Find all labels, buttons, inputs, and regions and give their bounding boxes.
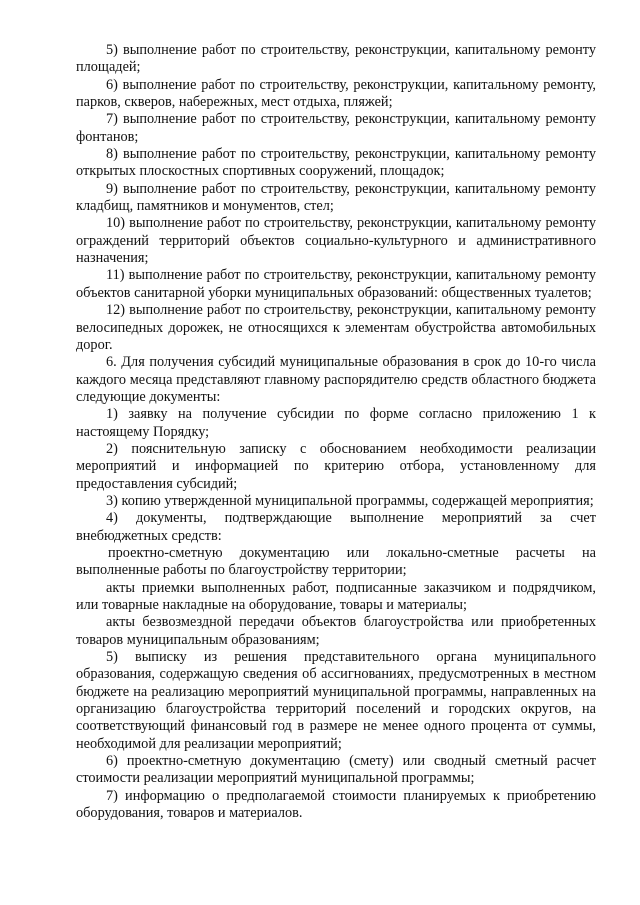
sub-item-acceptance-acts: акты приемки выполненных работ, подписанные заказчиком и подрядчиком, или товарные накладные на оборудование, товары и материалы; <box>76 579 596 613</box>
sub-item-estimate-docs: проектно-сметную документацию или локально-сметные расчеты на выполненные работы по благоустройству территории; <box>76 544 596 579</box>
section-6-paragraph: 6. Для получения субсидий муниципальные образования в срок до 10-го числа каждого месяца представляют главному распорядителю средств областного бюджета следующие документы: <box>76 354 596 405</box>
document-item-7: 7) информацию о предполагаемой стоимости планируемых к приобретению оборудования, товаров и материалов. <box>76 787 596 822</box>
list-item-6: 6) выполнение работ по строительству, реконструкции, капитальному ремонту, парков, скверов, набережных, мест отдыха, пляжей; <box>76 76 596 111</box>
document-item-6: 6) проектно-сметную документацию (смету) или сводный сметный расчет стоимости реализации мероприятий муниципальной программы; <box>76 753 596 787</box>
document-item-1: 1) заявку на получение субсидии по форме согласно приложению 1 к настоящему Порядку; <box>76 406 596 440</box>
document-item-2: 2) пояснительную записку с обоснованием необходимости реализации мероприятий и информацией по критерию отбора, установленному для предоставления субсидий; <box>76 440 596 492</box>
sub-item-transfer-acts: акты безвозмездной передачи объектов благоустройства или приобретенных товаров муниципальным образованиям; <box>76 614 596 648</box>
document-item-5: 5) выписку из решения представительного органа муниципального образования, содержащую сведения об ассигнованиях, предусмотренных в местном бюджете на реализацию мероприятий муниципальной программы, направленных на организацию благоустройства территорий поселений и городских округов, на соответствующий финансовый год в размере не менее одного процента от суммы, необходимой для реализации мероприятий; <box>76 649 596 752</box>
list-item-11: 11) выполнение работ по строительству, реконструкции, капитальному ремонту объектов санитарной уборки муниципальных образований: общественных туалетов; <box>76 267 596 301</box>
list-item-10: 10) выполнение работ по строительству, реконструкции, капитальному ремонту ограждений территорий объектов социально-культурного и административного назначения; <box>76 215 596 267</box>
list-item-7: 7) выполнение работ по строительству, реконструкции, капитальному ремонту фонтанов; <box>76 111 596 145</box>
list-item-9: 9) выполнение работ по строительству, реконструкции, капитальному ремонту кладбищ, памятников и монументов, стел; <box>76 180 596 215</box>
document-item-3: 3) копию утвержденной муниципальной программы, содержащей мероприятия; <box>106 492 594 509</box>
list-item-5: 5) выполнение работ по строительству, реконструкции, капитальному ремонту площадей; <box>76 42 596 76</box>
document-body <box>76 42 596 822</box>
list-item-12: 12) выполнение работ по строительству, реконструкции, капитальному ремонту велосипедных дорожек, не относящихся к элементам обустройства автомобильных дорог. <box>76 302 596 353</box>
list-item-8: 8) выполнение работ по строительству, реконструкции, капитальному ремонту открытых плоскостных спортивных сооружений, площадок; <box>76 146 596 180</box>
document-item-4: 4) документы, подтверждающие выполнение мероприятий за счет внебюджетных средств: <box>76 510 596 544</box>
